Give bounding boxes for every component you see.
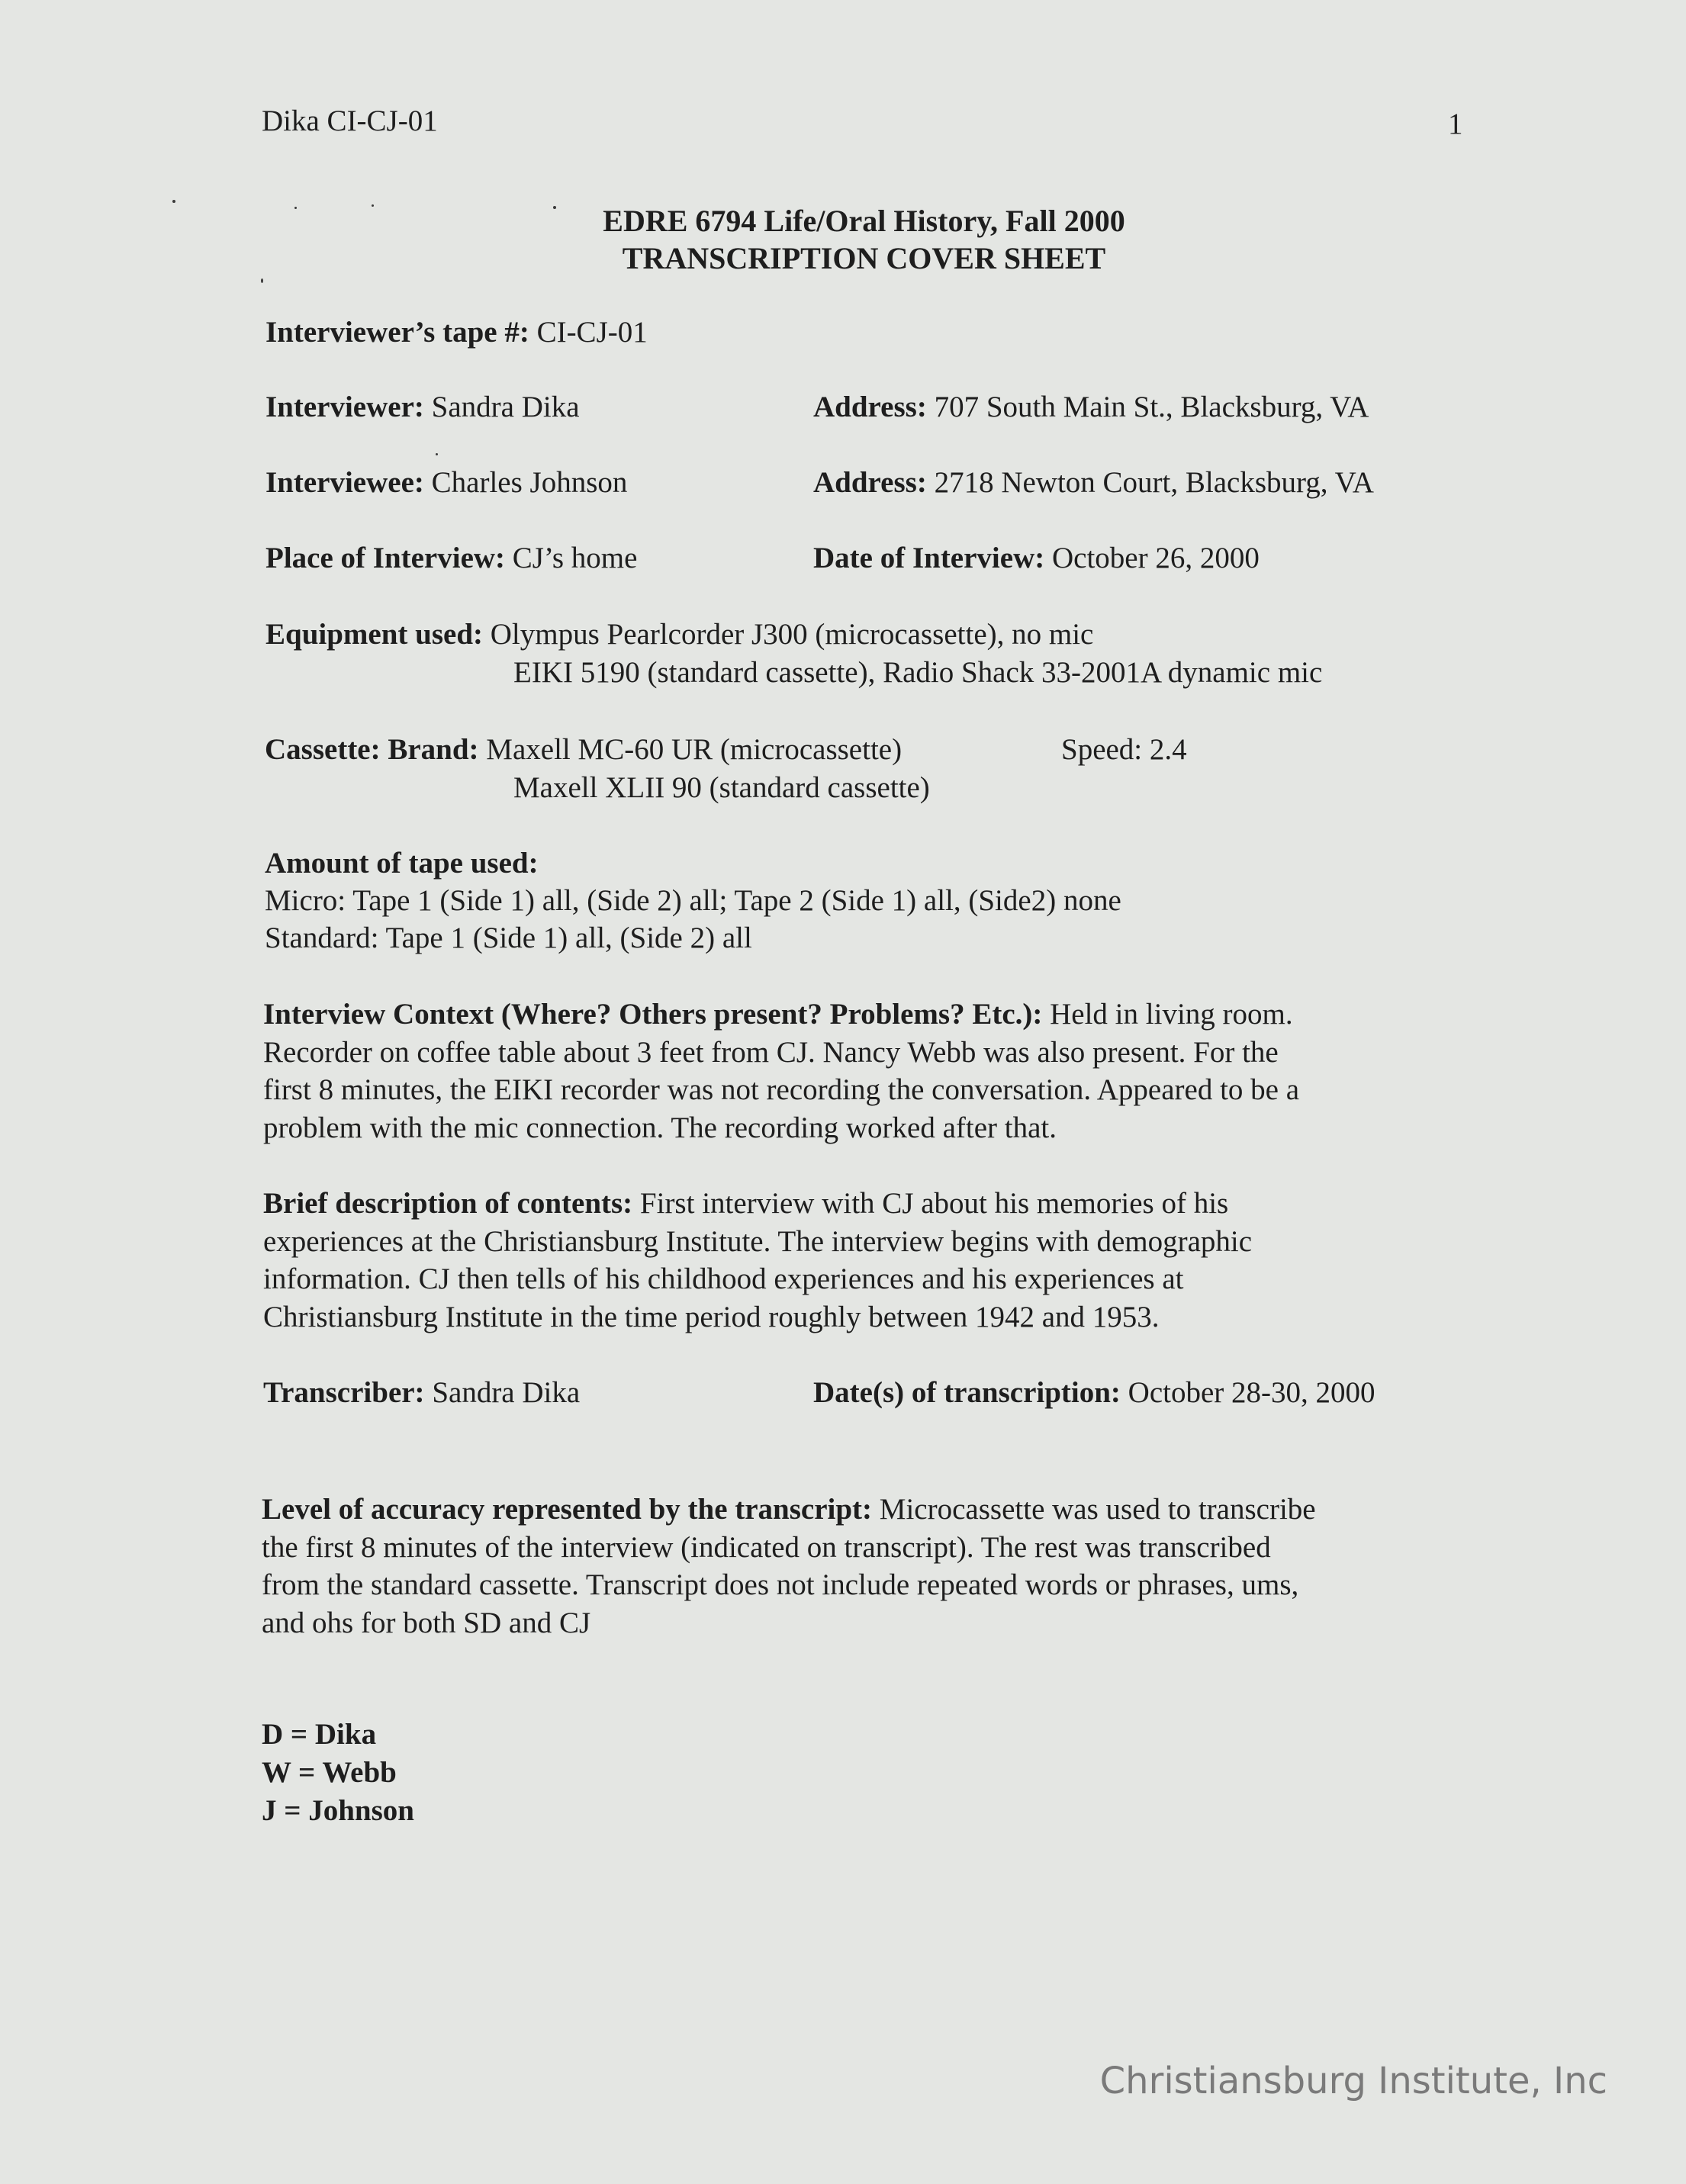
interviewee-label: Interviewee: (265, 466, 424, 499)
accuracy-line (262, 1491, 1316, 1529)
interview-context-line: Recorder on coffee table about 3 feet from CJ. Nancy Webb was also present. For the (263, 1035, 1279, 1069)
equipment-line-1: Olympus Pearlcorder J300 (microcassette), no mic (483, 618, 1094, 651)
description-section (263, 1185, 1252, 1336)
transcription-date-value: October 28-30, 2000 (1120, 1376, 1376, 1409)
transcriber-value: Sandra Dika (424, 1376, 581, 1409)
accuracy-section (262, 1491, 1316, 1642)
accuracy-line: the first 8 minutes of the interview (indicated on transcript). The rest was transcribed (262, 1530, 1271, 1564)
place-of-interview-field (265, 539, 637, 577)
interviewee-address-field (813, 464, 1374, 502)
interviewee-address-label: Address: (813, 466, 927, 499)
course-title: EDRE 6794 Life/Oral History, Fall 2000 (603, 204, 1125, 238)
description-line: information. CJ then tells of his childhood experiences and his experiences at (263, 1262, 1184, 1295)
sheet-title: TRANSCRIPTION COVER SHEET (622, 241, 1106, 275)
accuracy-text: Microcassette was used to transcribe (872, 1493, 1316, 1526)
description-line (263, 1185, 1252, 1223)
amount-micro-line: Micro: Tape 1 (Side 1) all, (Side 2) all; Tape 2 (Side 1) all, (Side2) none (265, 884, 1121, 917)
interview-context-text: Held in living room. (1042, 998, 1293, 1031)
interviewee-value: Charles Johnson (423, 466, 628, 499)
amount-of-tape-label: Amount of tape used: (265, 847, 539, 880)
tape-number-value: CI-CJ-01 (529, 316, 648, 349)
interviewee-field (265, 464, 627, 502)
interviewer-address-value: 707 South Main St., Blacksburg, VA (926, 391, 1369, 423)
tape-number-field (265, 314, 648, 352)
transcriber-label: Transcriber: (263, 1376, 425, 1409)
speaker-legend-item: D = Dika (262, 1718, 377, 1751)
interviewer-address-field (813, 388, 1369, 426)
paper-speck (261, 278, 263, 283)
interview-context-section (263, 996, 1299, 1147)
equipment-field (265, 616, 1093, 654)
document-id: Dika CI-CJ-01 (262, 105, 438, 137)
interviewer-label: Interviewer: (265, 391, 424, 423)
date-of-interview-field (813, 539, 1260, 577)
cassette-line-2: Maxell XLII 90 (standard cassette) (513, 771, 930, 804)
interviewer-field (265, 388, 580, 426)
transcriber-field (263, 1374, 580, 1412)
place-of-interview-value: CJ’s home (505, 542, 638, 574)
speaker-legend-item: W = Webb (262, 1756, 397, 1789)
cassette-label: Cassette: Brand: (265, 733, 479, 766)
date-of-interview-label: Date of Interview: (813, 542, 1045, 574)
description-label: Brief description of contents: (263, 1187, 633, 1220)
equipment-label: Equipment used: (265, 618, 483, 651)
interview-context-label: Interview Context (Where? Others present? Problems? Etc.): (263, 998, 1043, 1031)
accuracy-label: Level of accuracy represented by the transcript: (262, 1493, 873, 1526)
speed-value: Speed: 2.4 (1061, 733, 1187, 766)
accuracy-line: from the standard cassette. Transcript does not include repeated words or phrases, ums, (262, 1568, 1299, 1601)
interviewee-address-value: 2718 Newton Court, Blacksburg, VA (926, 466, 1374, 499)
interviewer-value: Sandra Dika (423, 391, 580, 423)
cassette-field (265, 731, 902, 769)
paper-speck (436, 453, 438, 455)
page-number: 1 (1448, 108, 1463, 140)
accuracy-line: and ohs for both SD and CJ (262, 1606, 591, 1639)
cassette-line-1: Maxell MC-60 UR (microcassette) (478, 733, 903, 766)
tape-number-label: Interviewer’s tape #: (265, 316, 529, 349)
equipment-line-2: EIKI 5190 (standard cassette), Radio Shack 33-2001A dynamic mic (513, 656, 1323, 689)
amount-standard-line: Standard: Tape 1 (Side 1) all, (Side 2) all (265, 922, 752, 954)
interviewer-address-label: Address: (813, 391, 927, 423)
transcription-date-field (813, 1374, 1376, 1412)
speaker-legend-item: J = Johnson (262, 1794, 414, 1827)
interview-context-line: first 8 minutes, the EIKI recorder was not recording the conversation. Appeared to be a (263, 1073, 1300, 1106)
place-of-interview-label: Place of Interview: (265, 542, 506, 574)
interview-context-line (263, 996, 1299, 1034)
interview-context-line: problem with the mic connection. The recording worked after that. (263, 1111, 1057, 1144)
description-line: Christiansburg Institute in the time period roughly between 1942 and 1953. (263, 1300, 1160, 1333)
description-line: experiences at the Christiansburg Institute. The interview begins with demographic (263, 1224, 1253, 1258)
description-text: First interview with CJ about his memories of his (632, 1187, 1229, 1220)
watermark: Christiansburg Institute, Inc (1099, 2060, 1607, 2102)
date-of-interview-value: October 26, 2000 (1044, 542, 1260, 574)
transcription-date-label: Date(s) of transcription: (813, 1376, 1121, 1409)
